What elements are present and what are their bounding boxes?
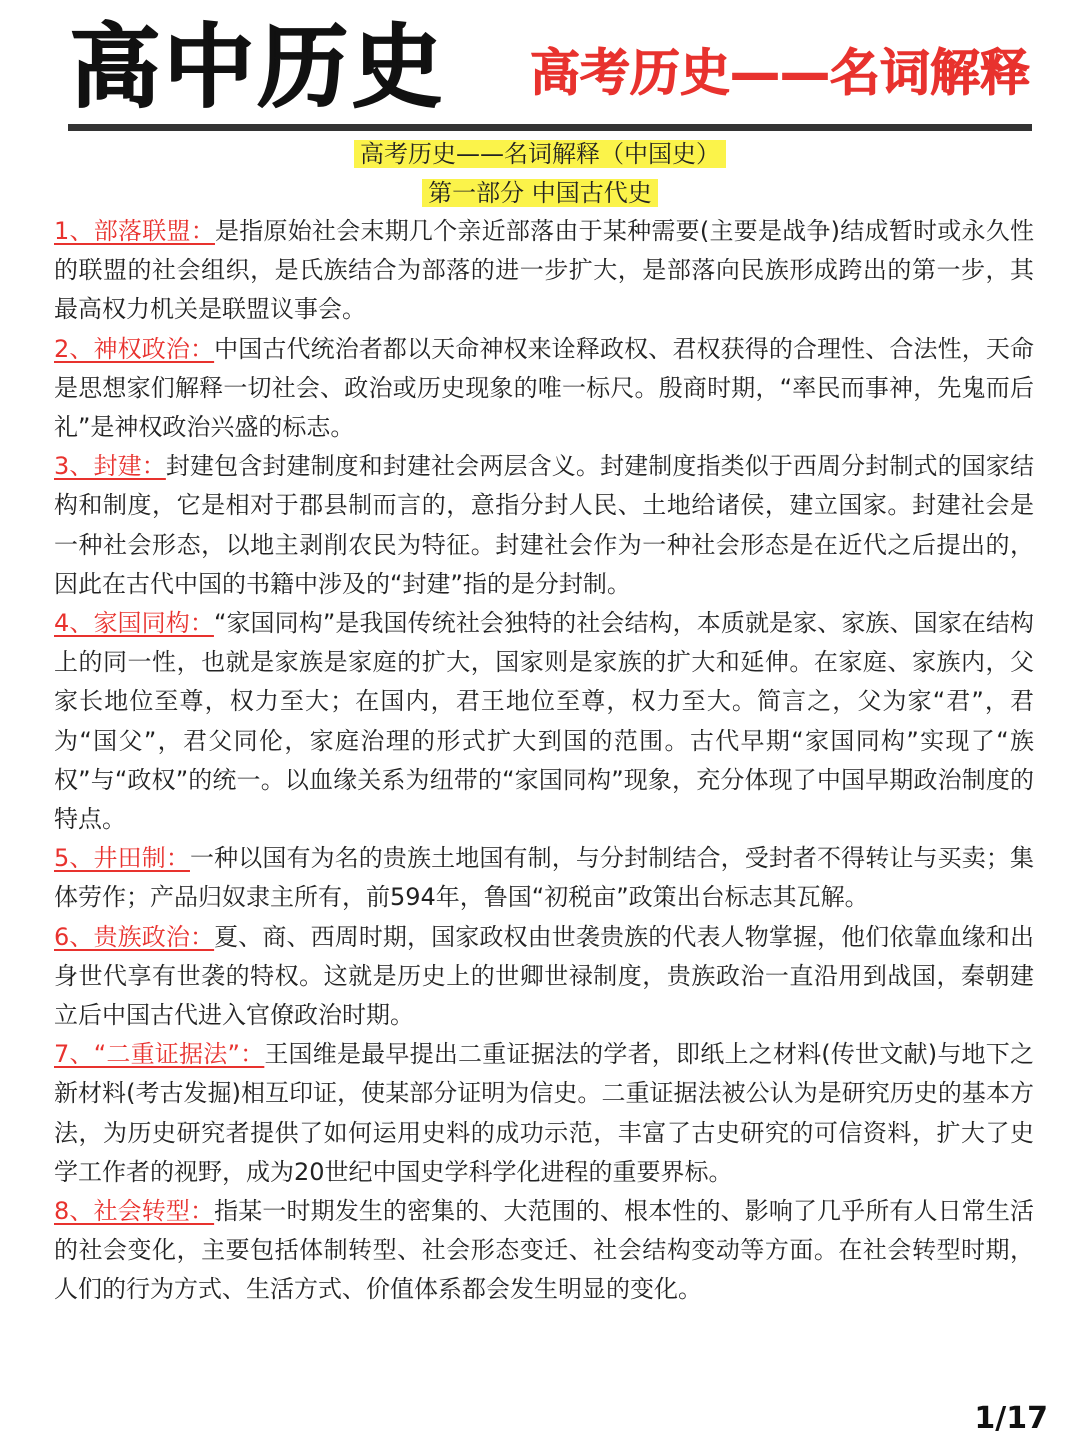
term-definition: 王国维是最早提出二重证据法的学者，即纸上之材料(传世文献)与地下之新材料(考古发掘)相互印证，使某部分证明为信史。二重证据法被公认为是研究历史的基本方法，为历史研究者提供了如何运用史料的成功示范，丰富了古史研究的可信资料，扩大了史学工作者的视野，成为20世纪中国史学科学化进程的重要界标。 — [54, 1040, 1034, 1186]
term-definition: 封建包含封建制度和封建社会两层含义。封建制度指类似于西周分封制式的国家结构和制度，它是相对于郡县制而言的，意指分封人民、土地给诸侯，建立国家。封建社会是一种社会形态，以地主剥削农民为特征。封建社会作为一种社会形态是在近代之后提出的，因此在古代中国的书籍中涉及的“封建”指的是分封制。 — [54, 452, 1034, 598]
term-entry — [54, 1192, 1034, 1310]
term-name: 1、部落联盟： — [54, 217, 215, 245]
header-divider — [68, 124, 1032, 131]
term-definition: “家国同构”是我国传统社会独特的社会结构，本质就是家、家族、国家在结构上的同一性，也就是家族是家庭的扩大，国家则是家族的扩大和延伸。在家庭、家族内，父家长地位至尊，权力至大；在国内，君王地位至尊，权力至大。简言之，父为家“君”，君为“国父”，君父同伦，家庭治理的形式扩大到国的范围。古代早期“家国同构”实现了“族权”与“政权”的统一。以血缘关系为纽带的“家国同构”现象，充分体现了中国早期政治制度的特点。 — [54, 609, 1034, 834]
term-name: 3、封建： — [54, 452, 166, 481]
term-definition: 指某一时期发生的密集的、大范围的、根本性的、影响了几乎所有人日常生活的社会变化，主要包括体制转型、社会形态变迁、社会结构变动等方面。在社会转型时期，人们的行为方式、生活方式、价值体系都会发生明显的变化。 — [54, 1197, 1034, 1304]
term-entry — [54, 604, 1034, 839]
term-entry — [54, 1035, 1034, 1192]
page-number: 1/17 — [974, 1401, 1048, 1436]
main-title: 高中历史 — [70, 15, 446, 120]
term-entry — [54, 839, 1034, 917]
term-name: 4、家国同构： — [54, 609, 214, 638]
term-definition: 中国古代统治者都以天命神权来诠释政权、君权获得的合理性、合法性，天命是思想家们解释一切社会、政治或历史现象的唯一标尺。殷商时期，“率民而事神，先鬼而后礼”是神权政治兴盛的标志。 — [54, 334, 1034, 442]
term-name: 7、“二重证据法”： — [54, 1040, 265, 1069]
term-definition: 是指原始社会末期几个亲近部落由于某种需要(主要是战争)结成暂时或永久性的联盟的社会组织，是氏族结合为部落的进一步扩大，是部落向民族形成跨出的第一步，其最高权力机关是联盟议事会。 — [54, 217, 1034, 324]
term-definition: 夏、商、西周时期，国家政权由世袭贵族的代表人物掌握，他们依靠血缘和出身世代享有世袭的特权。这就是历史上的世卿世禄制度，贵族政治一直沿用到战国，秦朝建立后中国古代进入官僚政治时期。 — [54, 922, 1034, 1030]
part-title — [0, 175, 1080, 211]
document-title-text: 高考历史——名词解释（中国史） — [354, 140, 726, 168]
term-definition: 一种以国有为名的贵族土地国有制，与分封制结合，受封者不得转让与买卖；集体劳作；产品归奴隶主所有，前594年，鲁国“初税亩”政策出台标志其瓦解。 — [54, 844, 1034, 912]
term-entry — [54, 918, 1034, 1036]
sub-title: 高考历史——名词解释 — [530, 44, 1030, 102]
term-name: 6、贵族政治： — [54, 922, 215, 951]
term-name: 2、神权政治： — [54, 334, 215, 363]
part-title-text: 第一部分 中国古代史 — [422, 179, 658, 207]
document-title — [0, 136, 1080, 172]
term-name: 8、社会转型： — [54, 1197, 215, 1226]
term-entry — [54, 330, 1034, 448]
term-entry — [54, 212, 1034, 330]
term-entry — [54, 447, 1034, 604]
term-name: 5、井田制： — [54, 844, 190, 873]
term-list — [54, 212, 1034, 1310]
